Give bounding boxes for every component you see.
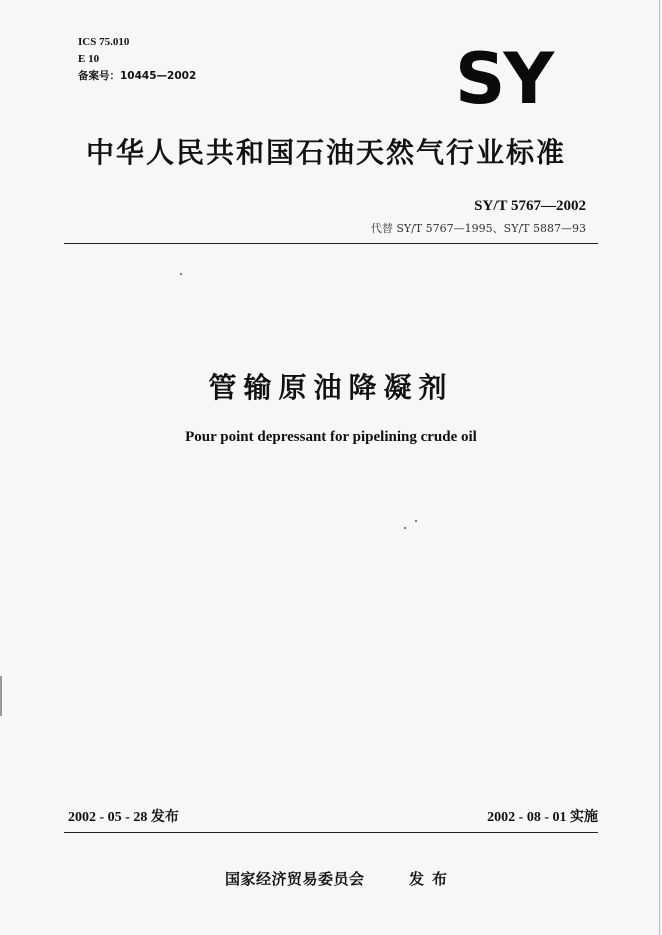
speck <box>180 273 182 275</box>
bottom-divider <box>64 832 598 833</box>
speck <box>415 520 417 522</box>
scan-mark <box>0 676 2 716</box>
classification-code: E 10 <box>78 53 100 65</box>
ics-code: ICS 75.010 <box>78 36 130 48</box>
speck <box>404 527 406 529</box>
sy-logo: SY <box>455 38 553 120</box>
publish-label: 发布 <box>409 870 456 888</box>
issue-date: 2002 - 05 - 28 发布 <box>68 810 179 825</box>
publisher-name: 国家经济贸易委员会 <box>225 870 365 888</box>
implementation-date: 2002 - 08 - 01 实施 <box>487 810 598 825</box>
standard-number: SY/T 5767—2002 <box>474 198 586 214</box>
document-title-chinese: 管输原油降凝剂 <box>208 371 454 404</box>
replaces-note: 代替 SY/T 5767—1995、SY/T 5887—93 <box>370 222 586 235</box>
industry-standard-title: 中华人民共和国石油天然气行业标准 <box>86 136 567 169</box>
top-divider <box>64 243 598 244</box>
page-edge <box>659 0 660 935</box>
document-title-english: Pour point depressant for pipelining crude oil <box>185 429 477 445</box>
filing-number: 备案号：10445—2002 <box>78 70 197 82</box>
